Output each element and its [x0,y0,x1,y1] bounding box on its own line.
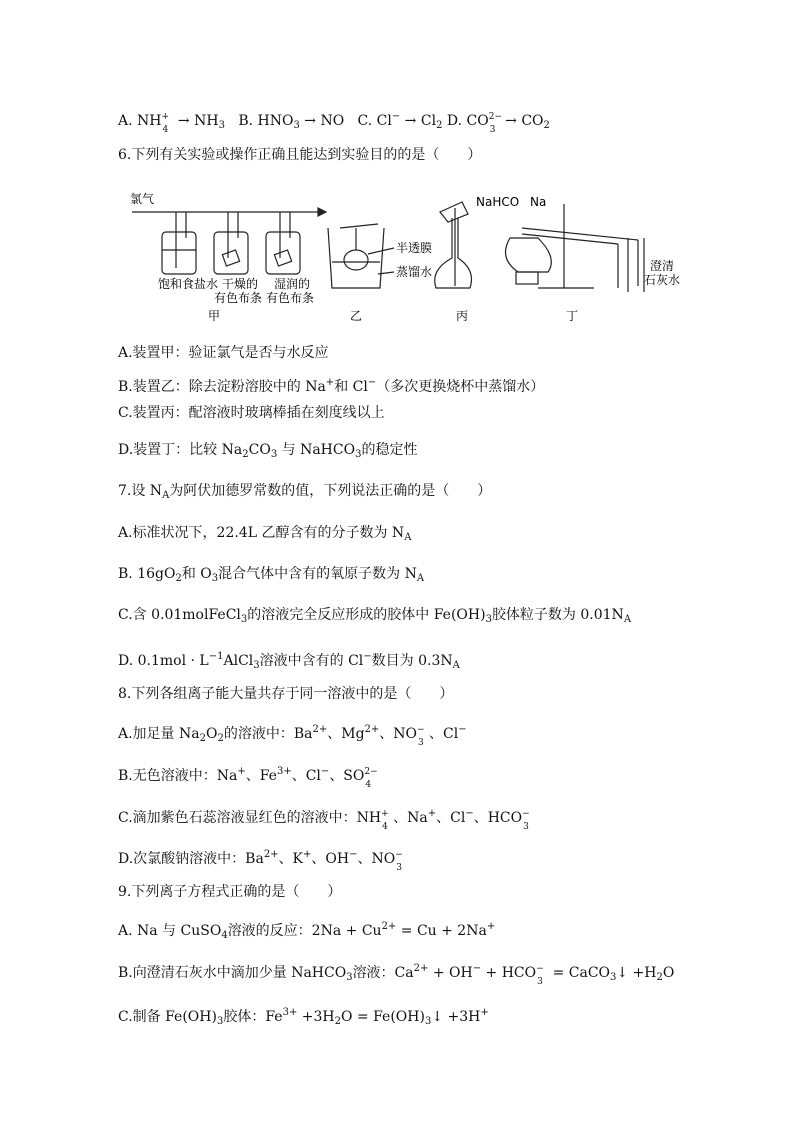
label-water: 蒸馏水 [396,265,433,279]
question-9-title: 9.下列离子方程式正确的是（ ） [118,884,342,900]
q7-option-c: C.含 0.01molFeCl$_3$的溶液完全反应形成的胶体中 $Fe(OH)_3$胶体粒子数为 $0.01N_A$ [118,607,632,625]
q8-option-b: B.无色溶液中：Na+、$Fe^{3+}$、Cl−、SO 2− 4 [118,766,378,790]
question-6-title: 6.下列有关实验或操作正确且能达到实验目的的是（ ） [118,147,482,163]
label-membrane: 半透膜 [396,241,433,255]
apparatus-figure [118,188,698,328]
label-nahco3: NaHCO [476,195,520,209]
label-bing: 丙 [456,309,469,323]
q9-option-b: B.向澄清石灰水中滴加少量 NaHCO$_3$溶液：$Ca^{2+} + OH^-$ + HCO − 3 = CaCO$_3$↓ $+H_2O$ [118,963,675,987]
question-7-title: 7.设 $N_A$为阿伏加德罗常数的值，下列说法正确的是（ ） [118,483,492,501]
q8-option-c: C.滴加紫色石蕊溶液显红色的溶液中：NH + 4 、Na+、Cl−、HCO − 3 [118,808,530,832]
option-line-1: A. NH + 4 → $NH_3$ B. $HNO_3$ → NO C. $Cl^- \to Cl_2$ D. CO 2− 3 → $CO_2$ [118,111,550,135]
label-chlorine: 氯气 [130,192,155,206]
label-wet: 湿润的 [274,277,311,291]
label-limewater-2: 石灰水 [644,273,681,287]
label-jia: 甲 [208,309,221,323]
label-ding: 丁 [566,309,579,323]
q8-option-d: D.次氯酸钠溶液中：$Ba^{2+}$、K+、OH−、NO − 3 [118,849,403,873]
question-8-title: 8.下列各组离子能大量共存于同一溶液中的是（ ） [118,686,454,702]
label-limewater-1: 澄清 [650,259,675,273]
q7-option-d: D. $0.1mol \cdot L^{-1}AlCl_3$溶液中含有的 Cl−数目为 $0.3N_A$ [118,651,460,671]
label-sat-salt: 饱和食盐水 [158,277,219,291]
label-na2co3: Na [530,195,547,209]
q6-option-a: A.装置甲：验证氯气是否与水反应 [118,345,329,361]
label-cloth-2: 有色布条 [266,291,315,305]
q6-option-b: B.装置乙：除去淀粉溶胶中的 Na+和 Cl−（多次更换烧杯中蒸馏水） [118,377,545,395]
q7-option-a: A.标准状况下，22.4L 乙醇含有的分子数为 $N_A$ [118,525,412,543]
label-dry: 干燥的 [222,277,259,291]
label-cloth-1: 有色布条 [214,291,263,305]
q6-option-c: C.装置丙：配溶液时玻璃棒插在刻度线以上 [118,405,385,421]
label-yi: 乙 [350,309,363,323]
q7-option-b: B. $16gO_2$和 $O_3$混合气体中含有的氧原子数为 $N_A$ [118,566,425,584]
q9-option-c: C.制备 $Fe(OH)_3$胶体：$Fe^{3+} +3H_2O$ = $Fe(OH)_3↓ +3H^+$ [118,1007,489,1027]
q8-option-a: A.加足量 $Na_2O_2$的溶液中：$Ba^{2+}$、$Mg^{2+}$、NO − 3 、Cl− [118,724,467,748]
q9-option-a: A. Na 与 CuSO$_4$溶液的反应：$2Na + Cu^{2+} = Cu + 2Na^+$ [118,921,496,941]
q6-option-d: D.装置丁：比较 $Na_2CO_3$ 与 NaHCO$_3$的稳定性 [118,442,418,460]
